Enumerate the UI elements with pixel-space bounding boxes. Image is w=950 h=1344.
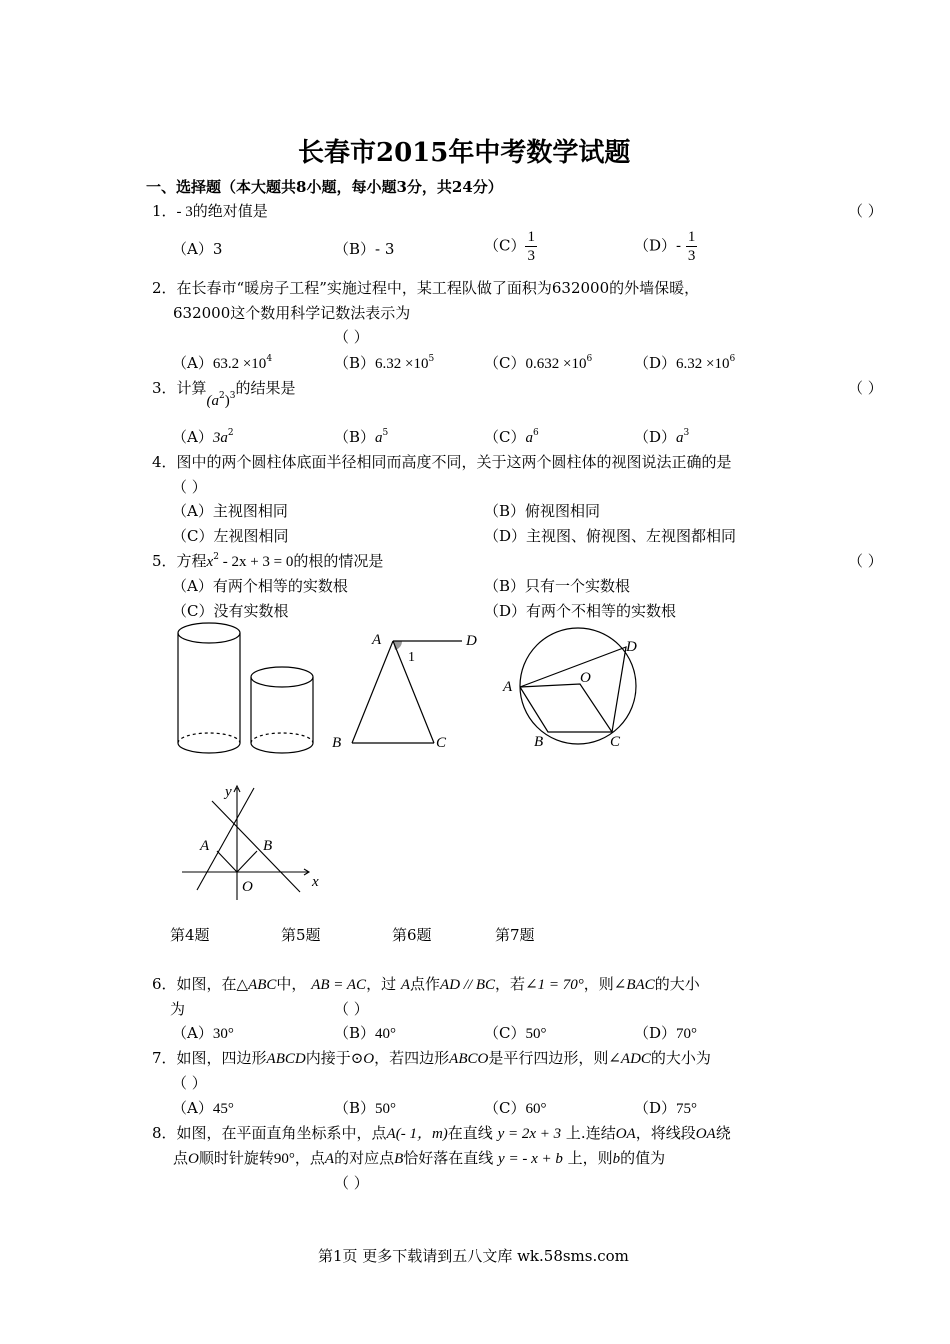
math-point: A xyxy=(400,977,411,993)
option-a xyxy=(172,352,272,373)
option-b: （B）只有一个实数根 xyxy=(484,577,631,595)
option-d xyxy=(634,228,697,265)
option-value: 63.2 ×10 xyxy=(212,356,267,372)
question-2-line2: 632000这个数用科学记数法表示为 xyxy=(173,304,411,322)
option-label: （C） xyxy=(484,236,526,255)
label-a: A xyxy=(200,838,210,854)
option-a: （A）主视图相同 xyxy=(172,502,288,520)
answer-bracket: （ ） xyxy=(334,328,369,346)
option-value: 6.32 ×10 xyxy=(375,356,429,372)
fraction-numerator: 1 xyxy=(687,229,696,245)
fraction-denominator: 3 xyxy=(687,248,696,264)
text: 6．如图，在 xyxy=(152,975,237,993)
answer-bracket: （ ） xyxy=(172,478,207,496)
option-value: - 3 xyxy=(375,240,395,258)
math-quadrilateral: ABCD xyxy=(266,1051,306,1067)
text: 点作 xyxy=(410,975,441,993)
section-heading: 一、选择题（本大题共8小题，每小题3分，共24分） xyxy=(146,178,503,196)
text: 的值为 xyxy=(620,1149,666,1167)
short-cylinder-bottom-back xyxy=(251,733,313,743)
math-degree: 90° xyxy=(273,1151,295,1167)
option-label: （D） xyxy=(634,1024,677,1042)
label-o: O xyxy=(580,670,591,686)
exponent: 6 xyxy=(586,354,593,364)
tall-cylinder-top xyxy=(178,623,240,643)
text: ，过 xyxy=(366,975,397,993)
option-label: （B） xyxy=(334,354,376,372)
option-value: a xyxy=(676,430,684,446)
option-d: （D）主视图、俯视图、左视图都相同 xyxy=(484,527,737,545)
math-variable: b xyxy=(612,1151,621,1167)
label-o: O xyxy=(242,879,253,895)
text: 的对应点 xyxy=(334,1149,395,1167)
math-quadrilateral: ABCO xyxy=(449,1051,489,1067)
text: 上.连结 xyxy=(565,1124,616,1142)
text: 绕 xyxy=(715,1124,731,1142)
question-8-line1 xyxy=(152,1122,731,1143)
math-point: O xyxy=(188,1151,199,1167)
question-3-stem xyxy=(152,377,296,409)
question-7-stem xyxy=(152,1047,711,1068)
answer-bracket: （ ） xyxy=(848,202,883,220)
caption-q5: 第5题 xyxy=(281,926,321,944)
option-b xyxy=(334,352,434,373)
label-y: y xyxy=(225,784,232,800)
exponent: 3 xyxy=(229,391,236,401)
text: 8．如图，在平面直角坐标系中，点 xyxy=(152,1124,387,1142)
option-value: a xyxy=(375,430,383,446)
fraction xyxy=(525,228,537,265)
fraction xyxy=(686,228,698,265)
tall-cylinder-bottom-front xyxy=(178,743,240,753)
math-equation: AB = AC xyxy=(311,977,367,993)
caption-q4: 第4题 xyxy=(170,926,210,944)
label-c: C xyxy=(610,734,621,750)
label-x: x xyxy=(312,874,319,890)
math-expression: - 2x + 3 = 0 xyxy=(218,554,294,570)
text: ，将线段 xyxy=(635,1124,696,1142)
exponent: 2 xyxy=(213,552,219,562)
math-angle: ∠1 = 70° xyxy=(525,977,584,993)
option-d xyxy=(634,426,689,447)
option-c xyxy=(484,228,537,265)
option-label: （C） xyxy=(484,1024,526,1042)
option-a: （A）有两个相等的实数根 xyxy=(172,577,348,595)
short-cylinder-top xyxy=(251,667,313,687)
exponent: 6 xyxy=(729,354,736,364)
option-label: （D） xyxy=(634,236,677,255)
math-triangle: △ABC xyxy=(236,977,277,993)
answer-bracket: （ ） xyxy=(334,1000,369,1018)
exponent: 2 xyxy=(219,391,225,401)
option-b xyxy=(334,238,394,259)
question-prefix: 3．计算 xyxy=(152,379,207,397)
text: 的大小 xyxy=(654,975,700,993)
figures-area xyxy=(0,610,950,910)
exponent: 5 xyxy=(382,428,389,438)
option-value: 0.632 ×10 xyxy=(525,356,587,372)
answer-bracket: （ ） xyxy=(848,552,883,570)
label-d: D xyxy=(466,633,477,649)
label-angle-1: 1 xyxy=(408,650,415,665)
segment-oa xyxy=(217,851,237,872)
option-a xyxy=(172,426,234,447)
text: 的大小为 xyxy=(650,1049,711,1067)
math-angle: ∠ADC xyxy=(608,1051,651,1067)
option-d xyxy=(634,352,735,373)
math-variable: x xyxy=(206,554,214,570)
question-text: 的绝对值是 xyxy=(192,202,268,220)
math-line: y = 2x + 3 xyxy=(497,1126,562,1142)
fraction-denominator: 3 xyxy=(527,248,535,264)
short-cylinder-bottom-front xyxy=(251,743,313,753)
option-c xyxy=(484,1097,546,1118)
option-c xyxy=(484,426,539,447)
option-d xyxy=(634,1097,697,1118)
option-value: 50° xyxy=(525,1026,547,1042)
option-d: （D）有两个不相等的实数根 xyxy=(484,602,677,620)
page-title: 长春市2015年中考数学试题 xyxy=(298,138,631,168)
answer-bracket: （ ） xyxy=(334,1174,369,1192)
text: ，点 xyxy=(294,1149,325,1167)
fraction-numerator: 1 xyxy=(527,229,535,245)
exponent: 3 xyxy=(683,428,690,438)
option-label: （B） xyxy=(334,240,376,258)
text: 在直线 xyxy=(447,1124,493,1142)
text: ，若 xyxy=(495,975,526,993)
text: 恰好落在直线 xyxy=(403,1149,494,1167)
math-parallel: AD // BC xyxy=(440,977,496,993)
option-label: （A） xyxy=(172,428,213,446)
exponent: 4 xyxy=(266,354,273,364)
answer-bracket: （ ） xyxy=(848,379,883,397)
option-c: （C）没有实数根 xyxy=(172,602,289,620)
option-value: 70° xyxy=(676,1026,698,1042)
option-label: （A） xyxy=(172,1099,213,1117)
math-angle: ∠BAC xyxy=(613,977,655,993)
option-label: （B） xyxy=(334,1099,376,1117)
text: 7．如图，四边形 xyxy=(152,1049,267,1067)
line-y-neg-x-b xyxy=(212,801,300,892)
option-label: （C） xyxy=(484,428,526,446)
math-expression xyxy=(207,391,236,409)
minus-sign: - xyxy=(676,236,682,255)
math-segment: OA xyxy=(695,1126,716,1142)
option-b xyxy=(334,1022,396,1043)
text: ，若四边形 xyxy=(374,1049,450,1067)
question-text: 的结果是 xyxy=(235,379,296,397)
caption-q7: 第7题 xyxy=(495,926,535,944)
label-b: B xyxy=(534,734,544,750)
option-label: （D） xyxy=(634,354,677,372)
question-6-line2: 为 xyxy=(170,1000,186,1018)
parallelogram-abco xyxy=(520,684,612,732)
exponent: 5 xyxy=(428,354,435,364)
option-label: （A） xyxy=(172,354,213,372)
option-b xyxy=(334,426,388,447)
text: 上，则 xyxy=(567,1149,613,1167)
question-8-line2 xyxy=(173,1147,665,1168)
page-footer: 第1页 更多下载请到五八文库 wk.58sms.com xyxy=(318,1247,629,1265)
text: 是平行四边形，则 xyxy=(488,1049,609,1067)
question-4-stem: 4．图中的两个圆柱体底面半径相同而高度不同，关于这两个圆柱体的视图说法正确的是 xyxy=(152,453,732,471)
math-segment: OA xyxy=(615,1126,636,1142)
option-label: （B） xyxy=(334,428,376,446)
option-value: 45° xyxy=(212,1101,234,1117)
option-b: （B）俯视图相同 xyxy=(484,502,601,520)
math-circle: ⊙O xyxy=(350,1051,375,1067)
option-a xyxy=(172,1022,234,1043)
label-a: A xyxy=(372,632,382,648)
side-ab xyxy=(352,641,393,743)
option-c xyxy=(484,1022,546,1043)
text: 内接于 xyxy=(305,1049,351,1067)
option-c: （C）左视图相同 xyxy=(172,527,289,545)
label-d: D xyxy=(626,639,637,655)
label-a: A xyxy=(503,679,513,695)
option-label: （C） xyxy=(484,354,526,372)
option-d xyxy=(634,1022,697,1043)
option-value: 3a xyxy=(212,430,228,446)
label-b: B xyxy=(332,735,342,751)
option-value: a xyxy=(525,430,533,446)
label-c: C xyxy=(436,735,447,751)
triangle-figure xyxy=(332,632,477,751)
tall-cylinder-bottom-back xyxy=(178,733,240,743)
question-text: 的根的情况是 xyxy=(293,552,384,570)
option-value: 40° xyxy=(375,1026,397,1042)
question-2-line1: 2．在长春市“暖房子工程”实施过程中，某工程队做了面积为632000的外墙保暖， xyxy=(152,279,700,297)
option-label: （B） xyxy=(334,1024,376,1042)
segment-ob xyxy=(237,851,257,872)
option-value: 50° xyxy=(375,1101,397,1117)
option-label: （C） xyxy=(484,1099,526,1117)
text: 顺时针旋转 xyxy=(198,1149,274,1167)
option-label: （D） xyxy=(634,428,677,446)
text: 点 xyxy=(173,1149,189,1167)
exponent: 2 xyxy=(227,428,234,438)
option-c xyxy=(484,352,592,373)
option-value: 30° xyxy=(212,1026,234,1042)
circle-figure xyxy=(520,628,636,744)
option-b xyxy=(334,1097,396,1118)
option-a xyxy=(172,1097,234,1118)
question-number: 1． xyxy=(152,202,177,220)
math-line: y = - x + b xyxy=(498,1151,563,1167)
text: ，则 xyxy=(583,975,614,993)
caption-q6: 第6题 xyxy=(392,926,432,944)
question-prefix: 5．方程 xyxy=(152,552,207,570)
math-base: (a xyxy=(206,393,220,409)
math-point: B xyxy=(394,1151,404,1167)
label-b: B xyxy=(263,838,273,854)
option-value: 6.32 ×10 xyxy=(676,356,730,372)
question-1-stem xyxy=(152,200,268,221)
option-value: 60° xyxy=(525,1101,547,1117)
question-6-stem xyxy=(152,973,700,994)
math-point: A(- 1，m) xyxy=(386,1126,448,1142)
text: 中， xyxy=(276,975,307,993)
question-5-stem xyxy=(152,550,383,571)
cylinders-figure xyxy=(178,623,313,753)
math-paren: ) xyxy=(224,393,230,409)
option-a: （A）3 xyxy=(172,240,223,258)
exponent: 6 xyxy=(532,428,539,438)
option-label: （D） xyxy=(634,1099,677,1117)
math-expression: - 3 xyxy=(176,204,193,220)
lines-ad-dc xyxy=(520,647,626,732)
option-label: （A） xyxy=(172,1024,213,1042)
math-point: A xyxy=(324,1151,335,1167)
answer-bracket: （ ） xyxy=(172,1074,207,1092)
option-value: 75° xyxy=(676,1101,698,1117)
